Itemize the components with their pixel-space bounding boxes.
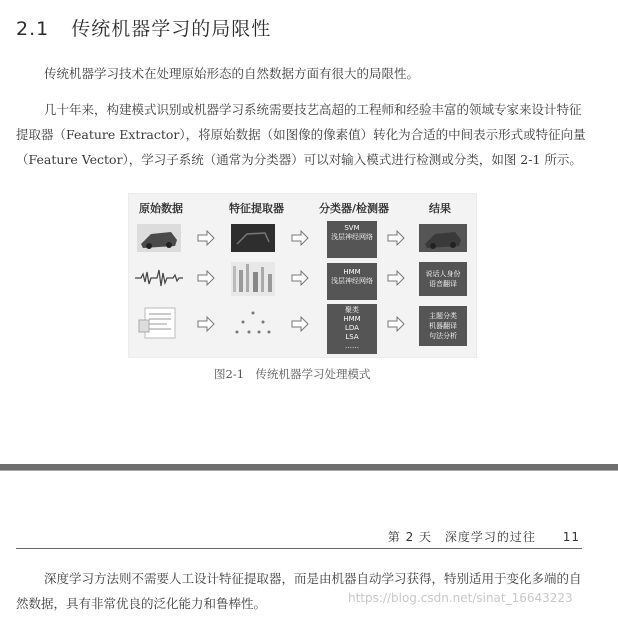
paragraph-feature-extractor: 几十年来，构建模式识别或机器学习系统需要技艺高超的工程师和经验丰富的领域专家来设计特征提取器（Feature Extractor），将原始数据（如图像的像素值）转化为合适的中间表示形式或特征向量（Feature Vector），学习子系统（通常为分类器）可以对输入模式进行检测或分类，如图 2-1 所示。 xyxy=(16,102,586,167)
column-header-raw-data: 原始数据 xyxy=(139,202,183,215)
arrow-icon xyxy=(291,230,309,246)
waveform-image xyxy=(135,264,183,292)
arrow-icon xyxy=(387,230,405,246)
figure-2-1 xyxy=(128,193,477,358)
parse-tree-image xyxy=(231,308,275,338)
document-image xyxy=(137,306,181,340)
section-heading xyxy=(16,14,271,41)
arrow-icon xyxy=(291,316,309,332)
figure-caption: 图2-1 传统机器学习处理模式 xyxy=(214,367,371,381)
arrow-icon xyxy=(197,316,215,332)
result-box-2 xyxy=(419,262,467,296)
running-header xyxy=(380,528,580,545)
paragraph-intro: 传统机器学习技术在处理原始形态的自然数据方面有很大的局限性。 xyxy=(44,66,420,81)
classifier-box-1 xyxy=(327,221,377,258)
page-separator-line xyxy=(0,470,618,471)
result-item: 机器翻译 xyxy=(429,322,457,330)
classifier-item: 聚类 xyxy=(345,306,359,314)
result-item: 句法分析 xyxy=(429,332,457,340)
classifier-item: LDA xyxy=(345,324,359,332)
classifier-box-3 xyxy=(327,304,377,354)
classifier-item: LSA xyxy=(345,333,359,341)
car-image-result xyxy=(419,224,467,252)
car-image-raw xyxy=(137,224,181,252)
classifier-box-2 xyxy=(327,263,377,300)
result-item: 说话人身份 xyxy=(425,270,461,278)
classifier-item: SVM xyxy=(344,224,360,232)
classifier-item: …… xyxy=(345,342,359,350)
result-item: 语音翻译 xyxy=(429,280,457,288)
paragraph-deep-learning: 深度学习方法则不需要人工设计特征提取器，而是由机器自动学习获得，特别适用于变化多端的自然数据，具有非常优良的泛化能力和鲁棒性。 xyxy=(16,571,582,611)
classifier-item: 浅层神经网络 xyxy=(331,233,373,241)
classifier-item: HMM xyxy=(343,268,361,276)
header-chapter: 第 2 天 xyxy=(387,530,433,544)
section-title: 传统机器学习的局限性 xyxy=(71,18,272,40)
arrow-icon xyxy=(197,230,215,246)
column-header-classifier: 分类器/检测器 xyxy=(319,202,390,215)
arrow-icon xyxy=(387,316,405,332)
arrow-icon xyxy=(197,270,215,286)
spectrogram-image xyxy=(231,262,275,296)
result-item: 主题分类 xyxy=(429,312,457,320)
arrow-icon xyxy=(387,270,405,286)
column-header-result: 结果 xyxy=(429,202,451,215)
result-box-3 xyxy=(419,306,467,346)
classifier-item: HMM xyxy=(343,315,361,323)
header-rule xyxy=(16,548,582,549)
header-page-number: 11 xyxy=(562,530,580,544)
watermark: https://blog.csdn.net/sinat_16643223 xyxy=(348,591,573,605)
header-title: 深度学习的过往 xyxy=(444,530,536,544)
column-header-feature-extractor: 特征提取器 xyxy=(229,202,284,215)
arrow-icon xyxy=(291,270,309,286)
classifier-item: 浅层神经网络 xyxy=(331,277,373,285)
section-number: 2.1 xyxy=(16,18,50,40)
feature-image-edges xyxy=(231,224,275,252)
